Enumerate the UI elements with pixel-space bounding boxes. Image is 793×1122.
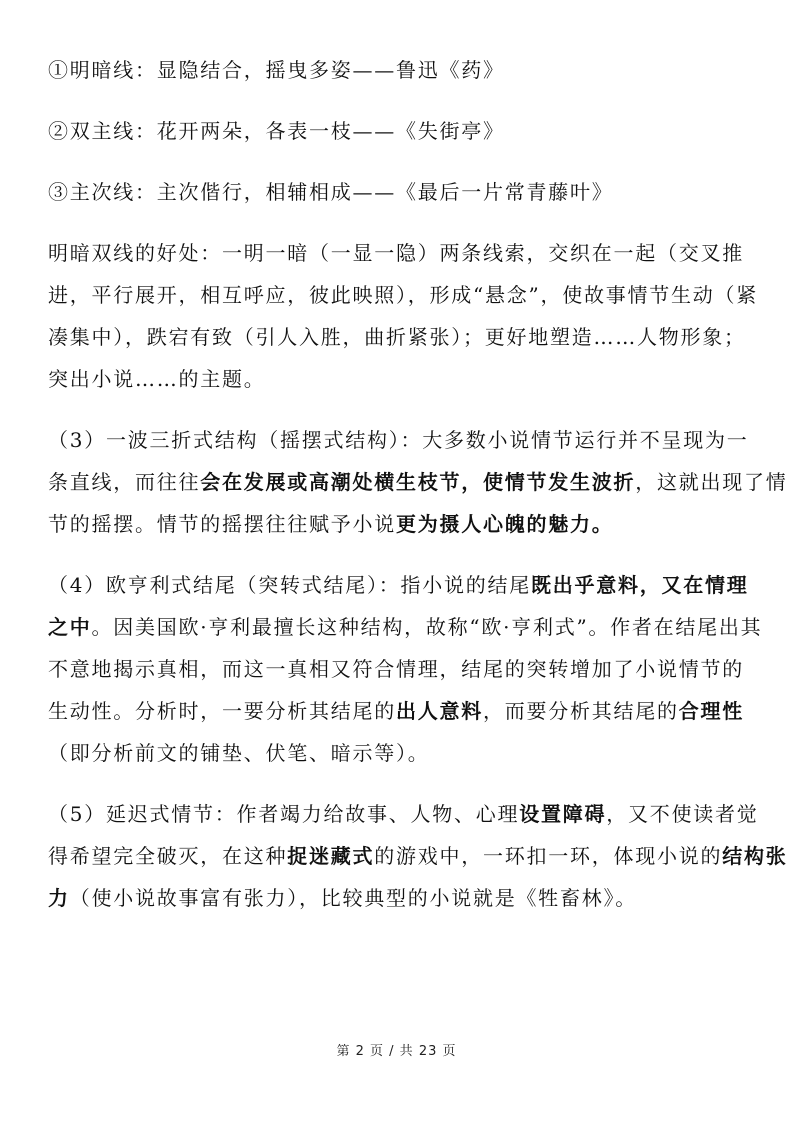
text-line (48, 510, 768, 552)
text: ①明暗线：显隐结合，摇曳多姿——鲁迅《药》 (48, 58, 505, 82)
paragraph (48, 426, 788, 552)
bold-text: 更为摄人心魄的魅力。 (396, 512, 614, 536)
text: 得希望完全破灭，在这种 (48, 844, 288, 868)
paragraph (48, 56, 768, 98)
text: ，这就出现了情 (635, 470, 788, 494)
bold-text: 出人意料 (396, 699, 483, 723)
bold-text: 之中 (48, 615, 92, 639)
document-body (48, 56, 788, 945)
text: 突出小说……的主题。 (48, 367, 266, 391)
bold-text: 既出乎意料，又在情理 (530, 573, 749, 597)
bold-text: 设置障碍 (519, 802, 607, 826)
text: 条直线，而往往 (48, 470, 201, 494)
text: ③主次线：主次偕行，相辅相成——《最后一片常青藤叶》 (48, 180, 614, 204)
text-line (48, 655, 768, 697)
text-line (48, 56, 768, 98)
paragraph (48, 571, 768, 781)
paragraph (48, 239, 768, 407)
text: （5）延迟式情节：作者竭力给故事、人物、心理 (48, 802, 520, 826)
text-line (48, 697, 768, 739)
text: ②双主线：花开两朵，各表一枝——《失街亭》 (48, 119, 505, 143)
text: ，又不使读者觉 (606, 802, 759, 826)
paragraph (48, 117, 768, 159)
paragraph (48, 178, 768, 220)
bold-text: 结构张 (722, 844, 788, 868)
text-line (48, 323, 768, 365)
text-line (48, 884, 768, 926)
bold-text: 会在发展或高潮处横生枝节，使情节发生波折 (200, 470, 636, 494)
text: 凑集中），跌宕有致（引人入胜，曲折紧张）；更好地塑造……人物形象； (48, 325, 746, 349)
text-line (48, 571, 768, 613)
text-line (48, 117, 768, 159)
text-line (48, 281, 768, 323)
text-line (48, 426, 768, 468)
text: 。因美国欧·亨利最擅长这种结构，故称“欧·亨利式”。作者在结尾出其 (91, 615, 763, 639)
text-line (48, 239, 768, 281)
text-line (48, 178, 768, 220)
text-line (48, 365, 768, 407)
bold-text: 捉迷藏式 (287, 844, 375, 868)
text-line (48, 468, 788, 510)
paragraph (48, 800, 788, 926)
text: 节的摇摆。情节的摇摆往往赋予小说 (48, 512, 396, 536)
text: 进，平行展开，相互呼应，彼此映照），形成“悬念”，使故事情节生动（紧 (48, 283, 758, 307)
text: 的游戏中，一环扣一环，体现小说的 (374, 844, 723, 868)
text-line (48, 800, 768, 842)
bold-text: 合理性 (678, 699, 744, 723)
text-line (48, 842, 788, 884)
text-line (48, 613, 768, 655)
text: （3）一波三折式结构（摇摆式结构）：大多数小说情节运行并不呈现为一 (48, 428, 749, 452)
page-footer: 第 2 页 / 共 23 页 (336, 1044, 457, 1059)
text: 生动性。分析时，一要分析其结尾的 (48, 699, 396, 723)
bold-text: 力 (48, 886, 70, 910)
text: ，而要分析其结尾的 (483, 699, 679, 723)
text: 不意地揭示真相，而这一真相又符合情理，结尾的突转增加了小说情节的 (48, 657, 744, 681)
text-line (48, 739, 768, 781)
text: （使小说故事富有张力），比较典型的小说就是《牲畜林》。 (69, 886, 637, 910)
text: （4）欧亨利式结尾（突转式结尾）：指小说的结尾 (48, 573, 531, 597)
text: （即分析前文的铺垫、伏笔、暗示等）。 (48, 741, 430, 765)
text: 明暗双线的好处：一明一暗（一显一隐）两条线索，交织在一起（交叉推 (48, 241, 744, 265)
